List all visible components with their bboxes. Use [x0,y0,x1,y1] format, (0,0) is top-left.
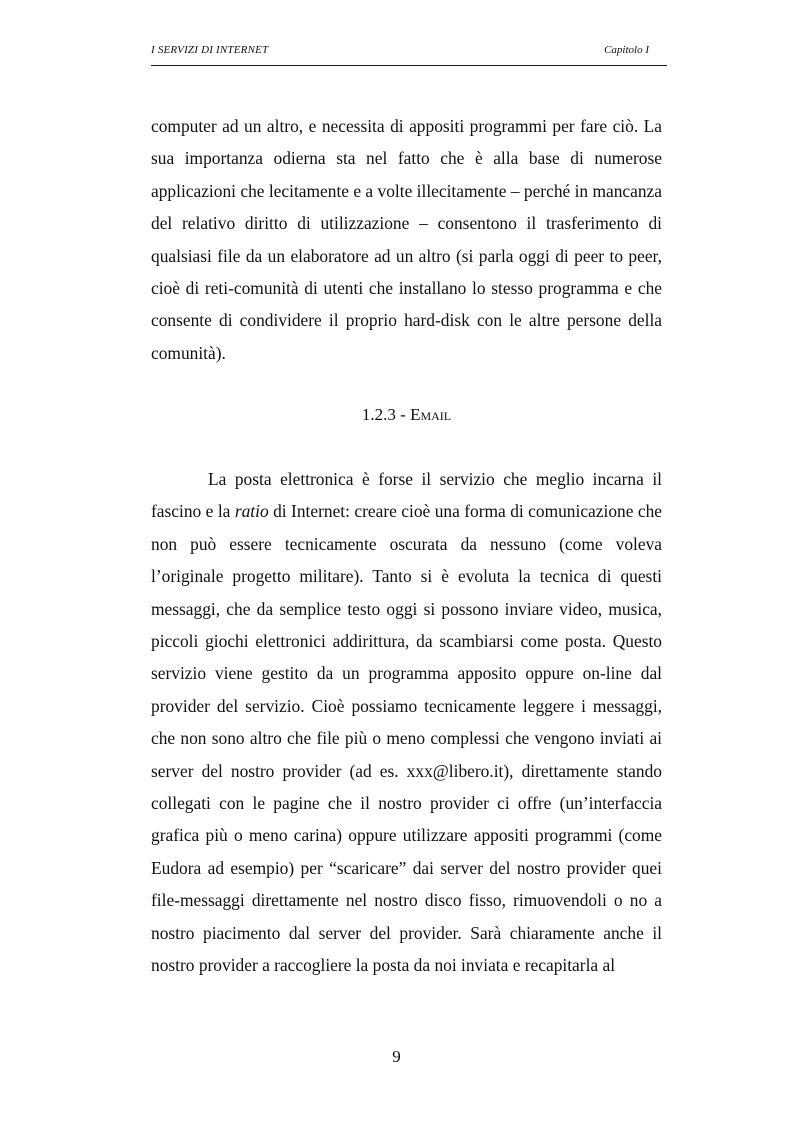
paragraph-text-rest: di Internet: creare cioè una forma di comunicazione che non può essere tecnicamente oscurata da nessuno (come voleva l’originale progetto militare). Tanto si è evoluta la tecnica di questi messaggi, che da semplice testo oggi si possono inviare video, musica, piccoli giochi elettronici addirittura, da scambiarsi come posta. Questo servizio viene gestito da un programma apposito oppure on-line dal provider del servizio. Cioè possiamo tecnicamente leggere i messaggi, che non sono altro che file più o meno complessi che vengono inviati ai server del nostro provider (ad es. xxx@libero.it), direttamente stando collegati con le pagine che il nostro provider ci offre (un’interfaccia grafica più o meno carina) oppure utilizzare appositi programmi (come Eudora ad esempio) per “scaricare” dai server del nostro provider quei file-messaggi direttamente nel nostro disco fisso, rimuovendoli o no a nostro piacimento dal server del provider. Sarà chiaramente anche il nostro provider a raccogliere la posta da noi inviata e recapitarla al [151,501,662,976]
paragraph-continuation [151,110,662,369]
header-rule [151,65,667,66]
header-chapter-title: I SERVIZI DI INTERNET [151,44,269,56]
running-header [151,44,667,62]
paragraph-text [151,463,662,982]
paragraph-italic-term: ratio [234,501,269,522]
page-number: 9 [392,1047,401,1066]
paragraph-text: computer ad un altro, e necessita di appositi programmi per fare ciò. La sua importanza odierna sta nel fatto che è alla base di numerose applicazioni che lecitamente e a volte illecitamente – perché in mancanza del relativo diritto di utilizzazione – consentono il trasferimento di qualsiasi file da un elaboratore ad un altro (si parla oggi di peer to peer, cioè di reti-comunità di utenti che installano lo stesso programma e che consente di condividere il proprio hard-disk con le altre persone della comunità). [151,116,662,363]
section-title: Email [410,405,452,424]
section-heading [151,399,662,431]
header-chapter-number: Capitolo I [604,44,649,56]
section-number: 1.2.3 - [361,405,411,424]
paragraph-email [151,463,662,982]
paragraph-text-start: La posta elettronica è forse il servizio che meglio incarna il fascino e la [151,469,662,522]
